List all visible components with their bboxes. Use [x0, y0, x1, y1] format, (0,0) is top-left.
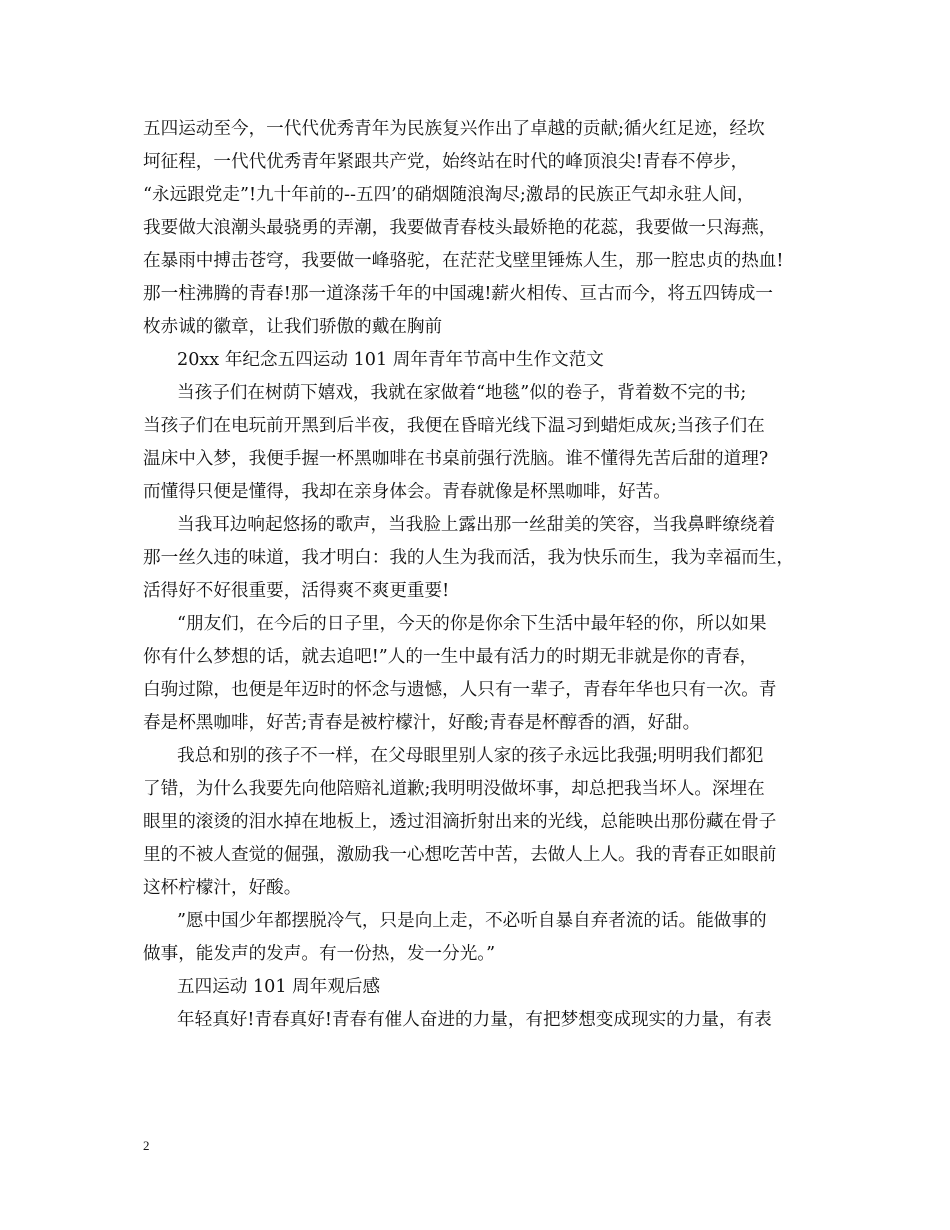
- document-body: [143, 113, 823, 1037]
- paragraph-5: “朋友们，在今后的日子里，今天的你是你余下生活中最年轻的你，所以如果 你有什么梦想的话，就去追吧!”人的一生中最有活力的时期无非就是你的青春， 白驹过隙，也便是年迈时的怀念与遗憾，人只有一辈子，青春年华也只有一次。青 春是杯黑咖啡，好苦;青春是被柠檬汁，好酸;青春是杯醇香的酒，好甜。: [143, 614, 777, 733]
- section-heading: 五四运动 101 周年观后感: [177, 977, 381, 997]
- paragraph-7: ”愿中国少年都摆脱冷气，只是向上走，不必听自暴自弃者流的话。能做事的 做事，能发声的发声。有一份热，发一分光。”: [143, 911, 767, 964]
- page-number: 2: [143, 1138, 150, 1153]
- paragraph-3: 当孩子们在树荫下嬉戏，我就在家做着“地毯”似的卷子，背着数不完的书; 当孩子们在电玩前开黑到后半夜，我便在昏暗光线下温习到蜡炬成灰;当孩子们在 温床中入梦，我便手握一杯黑咖啡在书桌前强行洗脑。谁不懂得先苦后甜的道理? 而懂得只便是懂得，我却在亲身体会。青春就像是杯黑咖啡，好苦。: [143, 383, 769, 502]
- paragraph-4: 当我耳边响起悠扬的歌声，当我脸上露出那一丝甜美的笑容，当我鼻畔缭绕着 那一丝久违的味道，我才明白：我的人生为我而活，我为快乐而生，我为幸福而生， 活得好不好很重要，活得爽不爽更重要!: [143, 515, 794, 601]
- paragraph-6: 我总和别的孩子不一样，在父母眼里别人家的孩子永远比我强;明明我们都犯 了错，为什么我要先向他陪赔礼道歉;我明明没做坏事，却总把我当坏人。深埋在 眼里的滚烫的泪水掉在地板上，透过泪滴折射出来的光线，总能映出那份藏在骨子 里的不被人查觉的倔强，激励我一心想吃苦中苦，去做人上人。我的青春正如眼前 这杯柠檬汁，好酸。: [143, 746, 777, 898]
- paragraph-1: 五四运动至今，一代代优秀青年为民族复兴作出了卓越的贡献;循火红足迹，经坎 坷征程，一代代优秀青年紧跟共产党，始终站在时代的峰顶浪尖!青春不停步， “永远跟党走”!九十年前的--五四’的硝烟随浪淘尽;激昂的民族正气却永驻人间， 我要做大浪潮头最骁勇的弄潮，我要做青春枝头最娇艳的花蕊，我要做一只海燕， 在暴雨中搏击苍穹，我要做一峰骆驼，在茫茫戈壁里锤炼人生，那一腔忠贞的热血! 那一柱沸腾的青春!那一道涤荡千年的中国魂!薪火相传、亘古而今，将五四铸成一 枚赤诚的徽章，让我们骄傲的戴在胸前: [143, 119, 784, 337]
- essay-title: 20xx 年纪念五四运动 101 周年青年节高中生作文范文: [177, 350, 604, 370]
- paragraph-9: 年轻真好!青春真好!青春有催人奋进的力量，有把梦想变成现实的力量，有表: [177, 1010, 772, 1030]
